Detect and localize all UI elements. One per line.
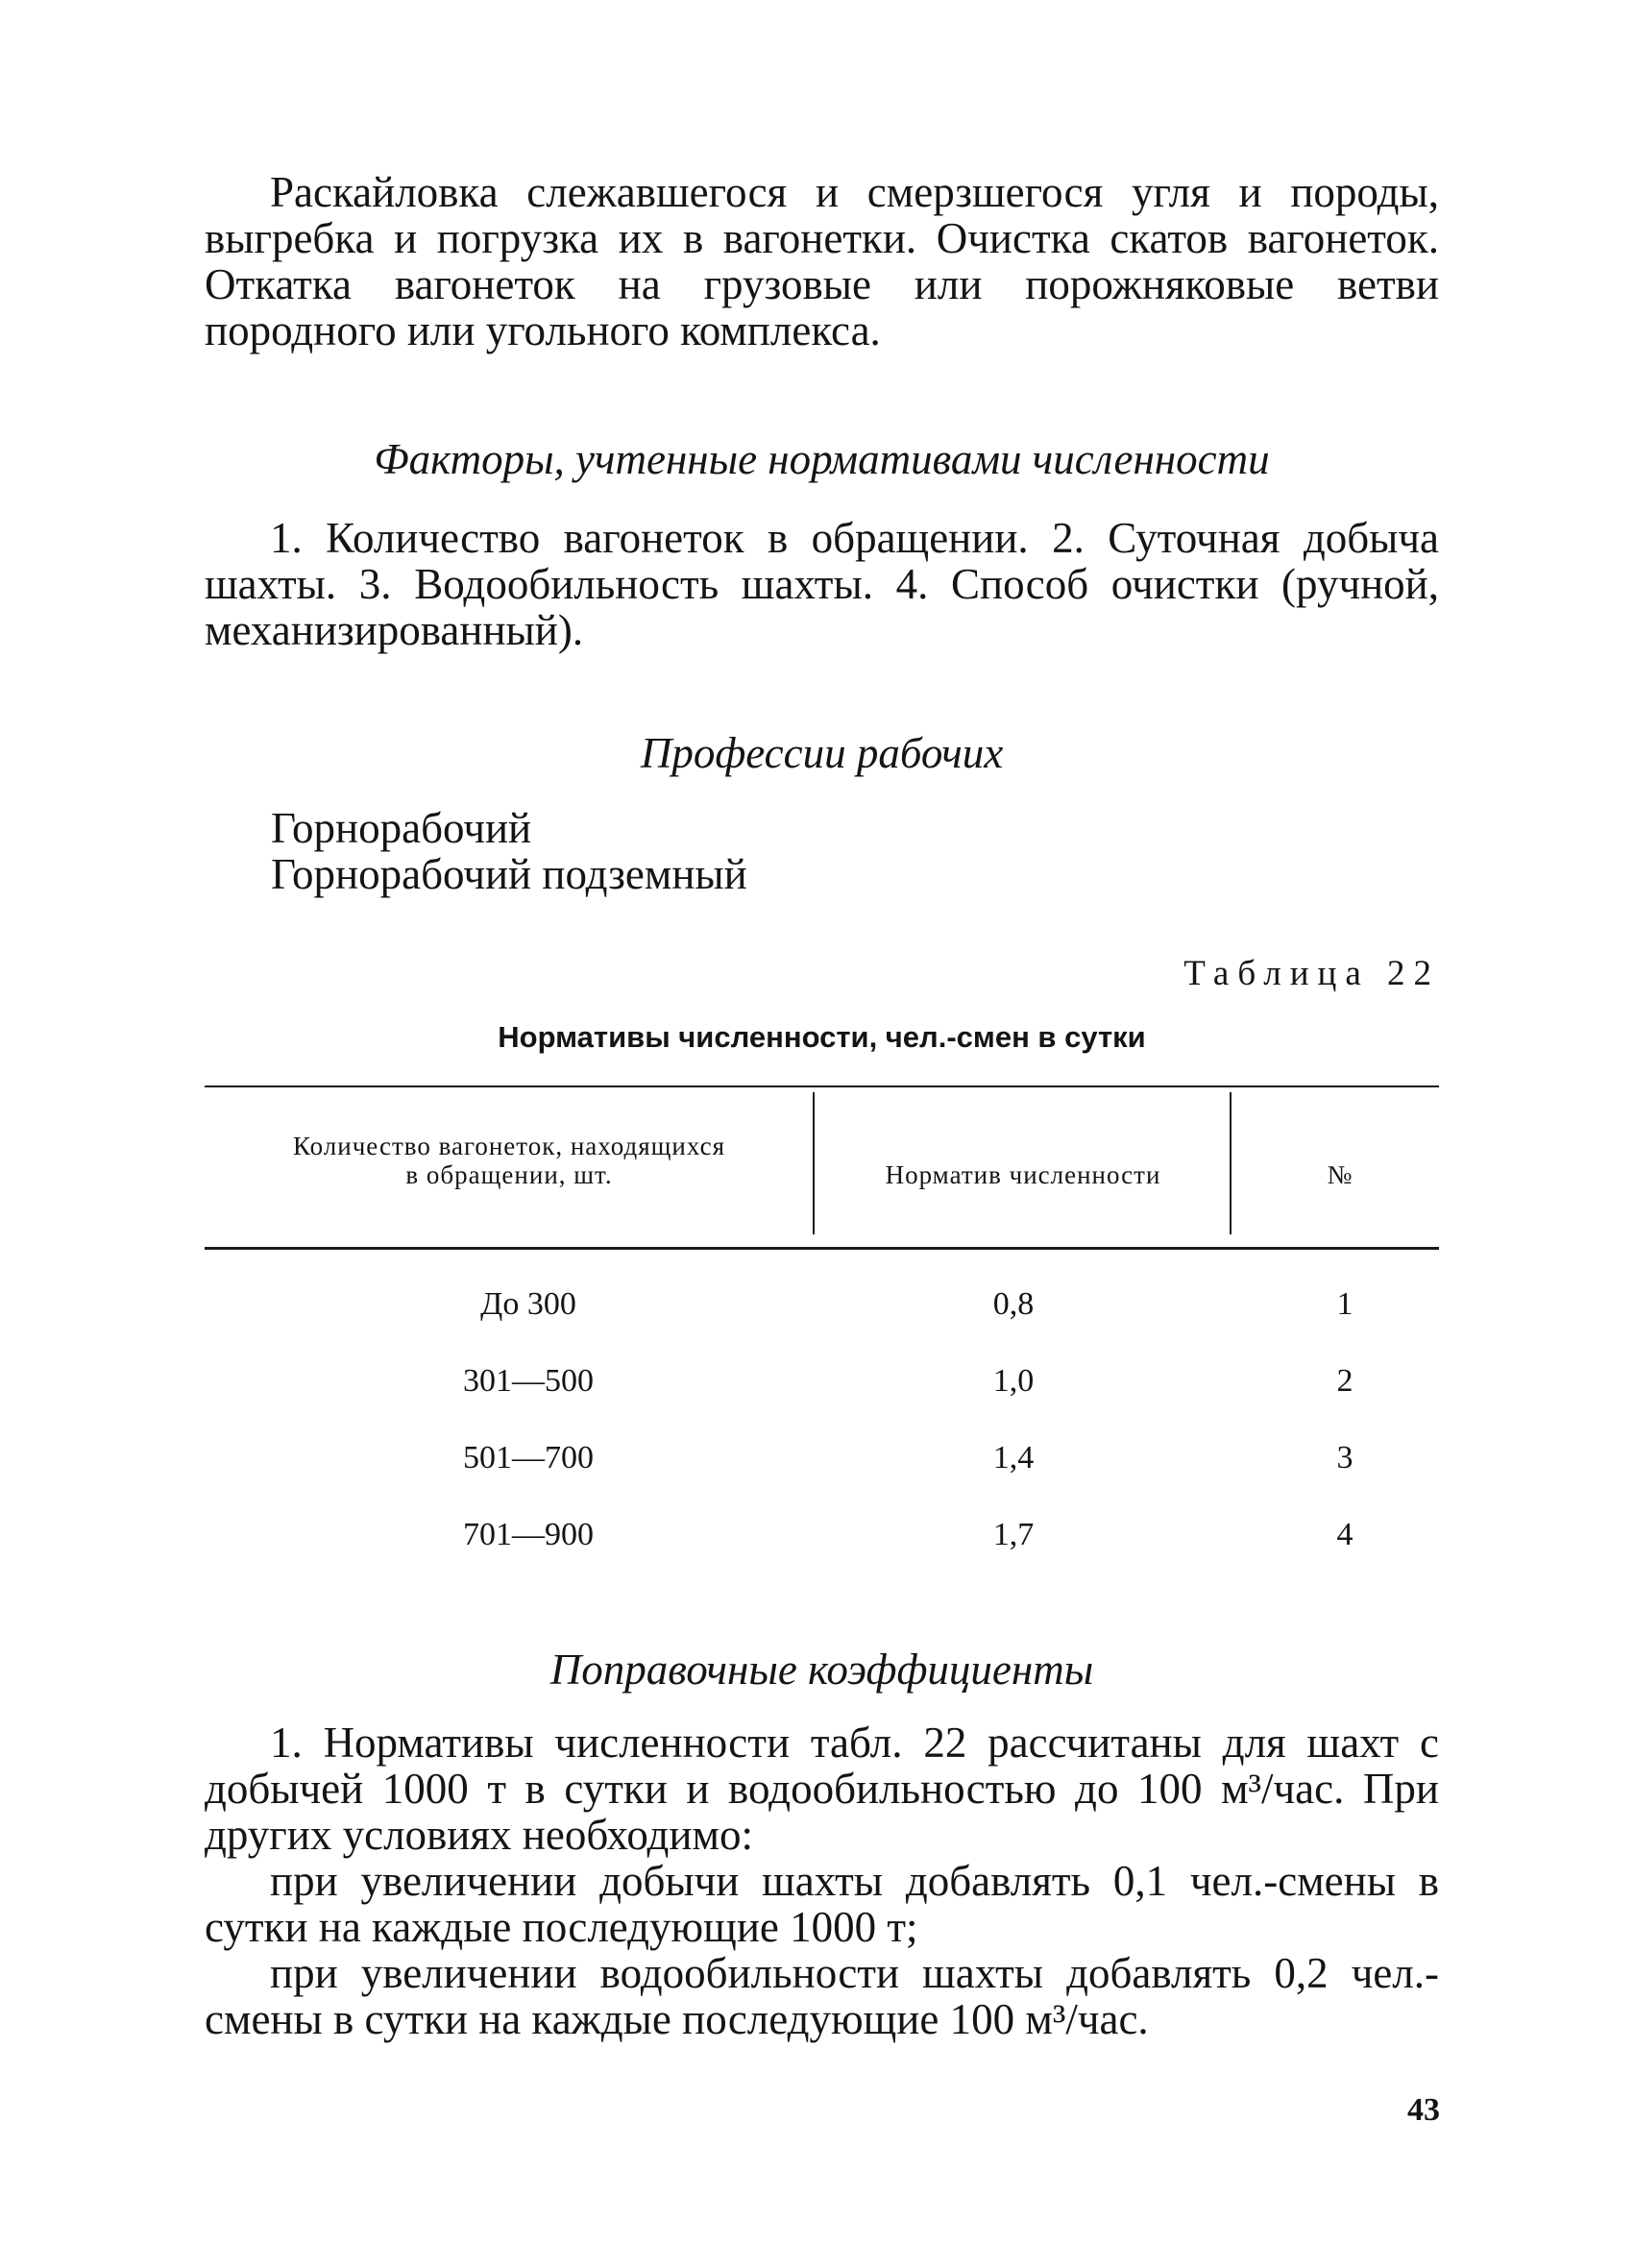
intro-paragraph: Раскайловка слежавшегося и смерзшегося угля и породы, выгребка и погрузка их в вагонетки. Очистка скатов вагонеток. Откатка вагонеток на грузовые или порожняковые ветви породного или угольного комплекса.: [205, 168, 1439, 354]
column-divider: [1230, 1092, 1232, 1234]
cell-norm: 1,0: [992, 1363, 1035, 1399]
header-norm: Норматив численности: [885, 1160, 1161, 1189]
header-number: №: [1327, 1160, 1354, 1189]
table-label: Таблица 22: [1183, 954, 1440, 993]
table-title: Нормативы численности, чел.-смен в сутки: [498, 1020, 1146, 1054]
table-top-rule: [205, 1085, 1439, 1087]
cell-number: 3: [1336, 1440, 1354, 1475]
cell-norm: 1,7: [992, 1517, 1035, 1552]
factors-heading: Факторы, учтенные нормативами численности: [374, 435, 1270, 483]
cell-number: 1: [1336, 1286, 1354, 1322]
corrections-paragraph-2: при увеличении добычи шахты добавлять 0,1 чел.-смены в сутки на каждые последующие 1000 т;: [205, 1857, 1439, 1951]
cell-quantity: 701—900: [463, 1517, 594, 1552]
cell-number: 4: [1336, 1517, 1354, 1552]
profession-item: Горнорабочий подземный: [271, 850, 747, 898]
profession-item: Горнорабочий: [271, 804, 532, 852]
cell-quantity: 301—500: [463, 1363, 594, 1399]
column-divider: [813, 1092, 815, 1234]
header-quantity: Количество вагонеток, находящихся в обращении, шт.: [293, 1132, 725, 1189]
cell-quantity: До 300: [480, 1286, 576, 1322]
factors-text: 1. Количество вагонеток в обращении. 2. Суточная добыча шахты. 3. Водообильность шахты. 4. Способ очистки (ручной, механизированный).: [205, 514, 1439, 654]
corrections-heading: Поправочные коэффициенты: [549, 1646, 1094, 1694]
corrections-paragraph-3: при увеличении водообильности шахты добавлять 0,2 чел.-смены в сутки на каждые последующие 100 м³/час.: [205, 1949, 1439, 2043]
cell-norm: 1,4: [992, 1440, 1035, 1475]
professions-heading: Профессии рабочих: [640, 729, 1004, 777]
cell-norm: 0,8: [992, 1286, 1035, 1322]
cell-quantity: 501—700: [463, 1440, 594, 1475]
table-header-rule: [205, 1247, 1439, 1250]
cell-number: 2: [1336, 1363, 1354, 1399]
corrections-paragraph-1: 1. Нормативы численности табл. 22 рассчитаны для шахт с добычей 1000 т в сутки и водообильностью до 100 м³/час. При других условиях необходимо:: [205, 1719, 1439, 1859]
page-number: 43: [1407, 2092, 1440, 2128]
